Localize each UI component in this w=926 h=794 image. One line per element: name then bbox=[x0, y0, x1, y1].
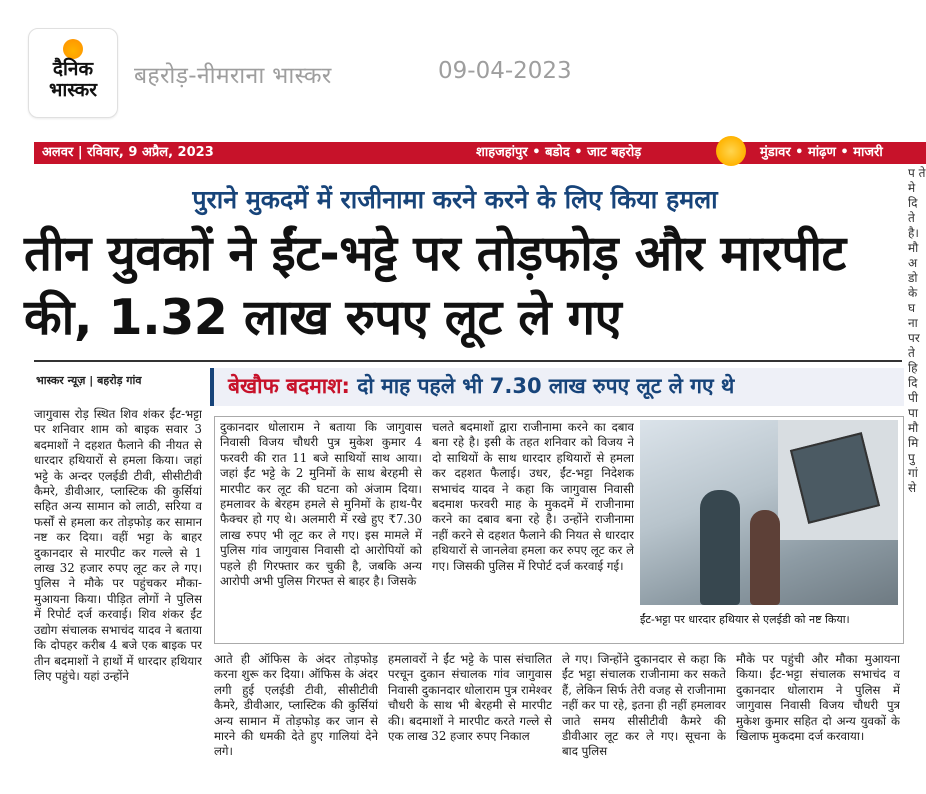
sidebar-column-1: दुकानदार धोलाराम ने बताया कि जागुवास निवासी विजय चौधरी पुत्र मुकेश कुमार 4 फरवरी की रात 11 बजे साथियों साथ आया। जहां ईंट भट्टे के 2 मुनिमों के साथ बेरहमी से मारपीट कर लूट की घटना को अंजाम दिया। हमलावर के बेरहम हमले से मुनिमों के हाथ-पैर फैक्चर हो गए थे। अलमारी में रखे हुए ₹7.30 लाख रुपए भी लूट कर ले गए। इस मामले में पुलिस गांव जागुवास निवासी दो आरोपियों को पहले ही गिरफ्तार कर चुकी है, जबकि अन्य आरोपी अभी पुलिस गिरफ्त से बाहर है। जिसके bbox=[220, 420, 422, 589]
subhead-label: बेखौफ बदमाश: bbox=[228, 374, 350, 398]
photo-caption: ईंट-भट्टा पर धारदार हथियार से एलईडी को नष्ट किया। bbox=[640, 613, 850, 626]
logo-line-2: भास्कर bbox=[48, 79, 98, 101]
article-byline: भास्कर न्यूज़ | बहरोड़ गांव bbox=[36, 374, 142, 387]
ribbon-towns: शाहजहांपुर • बडोद • जाट बहरोड़ bbox=[476, 145, 642, 160]
ribbon-towns-right: मुंडावर • मांढ़ण • माजरी bbox=[760, 145, 883, 160]
page-ribbon bbox=[34, 142, 926, 164]
article-column-4: ले गए। जिन्होंने दुकानदार से कहा कि ईंट भट्टा संचालक राजीनामा कर सकते हैं, लेकिन सिर्फ तेरी वजह से राजीनामा नहीं कर पा रहे, इतना ही नहीं हमलावर जाते समय सीसीटीवी कैमरे की डीवीआर लूट कर ले गए। सूचना के बाद पुलिस bbox=[562, 652, 726, 759]
edition-title: बहरोड़-नीमराना भास्कर bbox=[134, 63, 332, 89]
article-headline: तीन युवकों ने ईंट-भट्टे पर तोड़फोड़ और मारपीट की, 1.32 लाख रुपए लूट ले गए bbox=[24, 225, 846, 346]
adjacent-article-edge: प ते मे दि ते है। मौ अ डो के घ ना पर ते हि दि पी पा मौ मि पु गां से bbox=[908, 166, 926, 495]
ribbon-sun-icon bbox=[716, 136, 746, 166]
sidebar-column-2: चलते बदमाशों द्वारा राजीनामा करने का दबाव बना रहे है। इसी के तहत शनिवार को विजय ने दो साथियों के साथ धारदार हथियारों से हमला कर दहशत फैलाई। उधर, ईंट-भट्टा निदेशक सभाचंद यादव ने कहा कि जागुवास निवासी बदमाश फरवरी माह के मुकदमें में राजीनामा करने का दबाव बना रहे है। उन्होंने राजीनामा नहीं करने से दहशत फैलाने की नियत से धारदार हथियारों से जानलेवा हमला कर रुपए लूट कर ले गए। जिसकी पुलिस में रिपोर्ट दर्ज करवाई गई। bbox=[432, 420, 634, 573]
dainik-bhaskar-logo[interactable] bbox=[28, 28, 118, 118]
photo-person bbox=[750, 510, 780, 605]
subhead bbox=[228, 372, 734, 400]
article-column-2: आते ही ऑफिस के अंदर तोड़फोड़ करना शुरू कर दिया। ऑफिस के अंदर लगी हुई एलईडी टीवी, सीसीटीवी कैमरे, डीवीआर, प्लास्टिक की कुर्सियां अन्य सामान में तोड़फोड़ कर जान से मारने की धमकी देते हुए गालियां देने लगे। bbox=[214, 652, 378, 759]
edition-date: 09-04-2023 bbox=[438, 58, 572, 84]
ribbon-location-date: अलवर | रविवार, 9 अप्रैल, 2023 bbox=[42, 145, 214, 160]
article-kicker: पुराने मुकदमें में राजीनामा करने करने के लिए किया हमला bbox=[192, 185, 718, 214]
logo-line-1: दैनिक bbox=[52, 58, 94, 80]
photo-person bbox=[700, 490, 740, 605]
news-photo bbox=[640, 420, 898, 605]
divider bbox=[34, 360, 902, 362]
app-header bbox=[0, 0, 926, 140]
article-column-5: मौके पर पहुंची और मौका मुआयना किया। ईंट-भट्टा संचालक सभाचंद व दुकानदार धोलाराम ने पुलिस में जागुवास निवासी विजय चौधरी पुत्र मुकेश कुमार सहित दो अन्य युवकों के खिलाफ मुकदमा दर्ज करवाया। bbox=[736, 652, 900, 744]
article-column-1: जागुवास रोड़ स्थित शिव शंकर ईंट-भट्टा पर शनिवार शाम को बाइक सवार 3 बदमाशों ने दहशत फैलाने की नीयत से धारदार हथियारों से हमला किया। जहां भट्टे के अन्दर एलईडी टीवी, सीसीटीवी कैमरे, डीवीआर, प्लास्टिक की कुर्सियां सहित अन्य सामान को लाठी, सरिया व फर्सों से हमला कर तोड़फोड़ कर सामान नष्ट कर दिया। वहीं भट्टा के बाहर दुकानदार से मारपीट कर गल्ले से 1 लाख 32 हजार रुपए लूट कर ले गए। पुलिस ने मौके पर पहुंचकर मौका-मुआयना किया। पीड़ित लोगों ने पुलिस में रिपोर्ट दर्ज करवाई। शिव शंकर ईंट उद्योग संचालक सभाचंद यादव ने बताया कि दोपहर करीब 4 बजे एक बाइक पर तीन बदमाशों ने हाथों में धारदार हथियार लिए पहुंचे। यहां उन्होंने bbox=[34, 407, 202, 683]
subhead-box bbox=[210, 368, 904, 406]
sun-logo-icon bbox=[63, 39, 83, 59]
article-column-3: हमलावरों ने ईंट भट्टे के पास संचालित परचून दुकान संचालक गांव जागुवास निवासी दुकानदार धोलाराम पुत्र रामेश्वर चौधरी के साथ भी बेरहमी से मारपीट की। बदमाशों ने मारपीट करते गल्ले से एक लाख 32 हजार रुपए निकाल bbox=[388, 652, 552, 744]
subhead-text: दो माह पहले भी 7.30 लाख रुपए लूट ले गए थे bbox=[357, 374, 735, 398]
